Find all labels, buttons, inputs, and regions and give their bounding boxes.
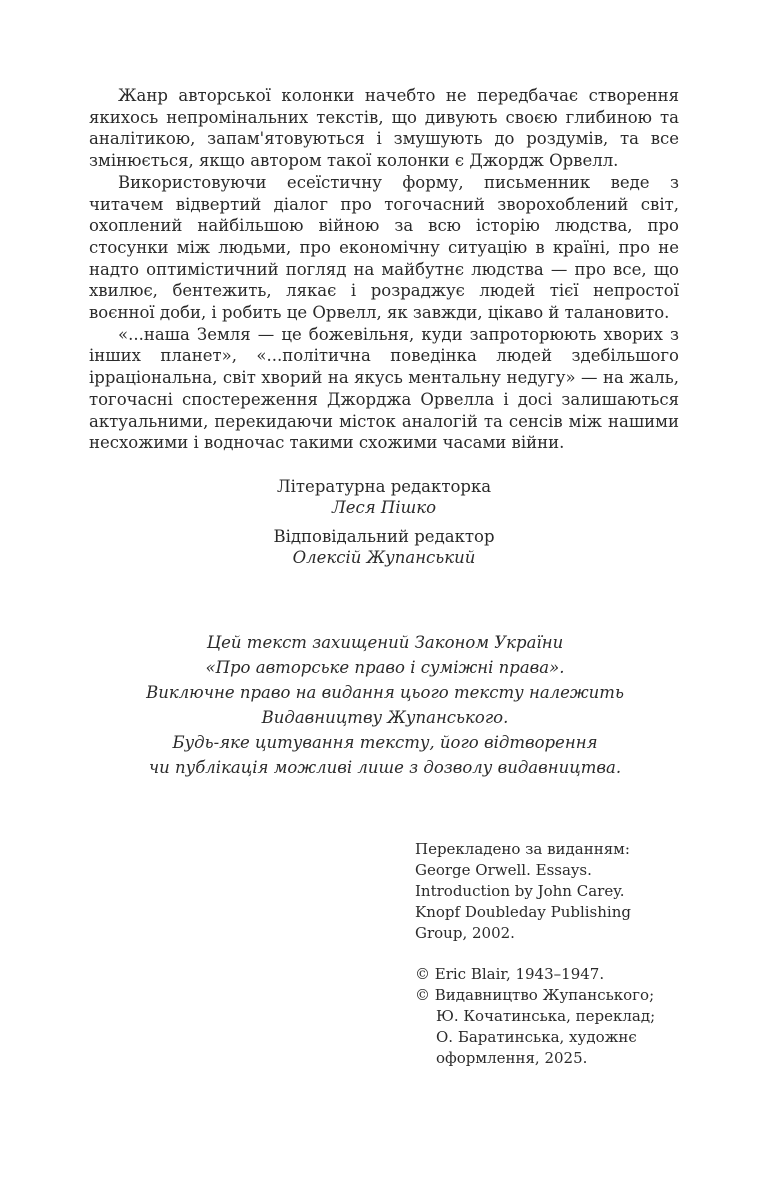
copyright-line: оформлення, 2025. (436, 1048, 588, 1067)
copyright-notice-line: «Про авторське право і суміжні права». (205, 658, 565, 677)
copyright-notice (60, 630, 710, 780)
original-edition-info (415, 839, 715, 944)
annotation-text (89, 85, 679, 454)
copyright-notice-line: чи публікація можливі лише з дозволу видавництва. (148, 758, 622, 777)
copyright-notice-line: Видавництву Жупанського. (261, 708, 509, 727)
copyright-line: © Видавництво Жупанського; (415, 985, 655, 1004)
copyright-notice-line: Будь-яке цитування тексту, його відтворення (172, 733, 598, 752)
source-line: Перекладено за виданням: (415, 840, 630, 858)
copyright-line: Ю. Кочатинська, переклад; (436, 1006, 656, 1025)
copyright-holders (415, 964, 715, 1069)
copyright-notice-line: Виключне право на видання цього тексту належить (146, 683, 624, 702)
source-line: Knopf Doubleday Publishing (415, 902, 631, 921)
literary-editor-role: Літературна редакторка (276, 477, 492, 496)
source-line: George Orwell. Essays. (415, 860, 592, 879)
annotation-paragraph: «...наша Земля — це божевільня, куди запроторюють хворих з інших планет», «...політична поведінка людей здебільшого ірраціональна, світ хворий на якусь ментальну недугу» — на жаль, тогочасні спостереження Джорджа Орвелла і досі залишаються актуальними, перекидаючи місток аналогій та сенсів між нашими несхожими і водночас такими схожими часами війни. (89, 324, 679, 453)
source-line: Introduction by John Carey. (415, 881, 625, 900)
responsible-editor-name: Олексій Жупанський (292, 548, 476, 567)
literary-editor-credit (89, 476, 679, 518)
annotation-paragraph: Використовуючи есеїстичну форму, письменник веде з читачем відвертий діалог про тогочасний зворохоблений світ, охоплений найбільшою війною за всю історію людства, про стосунки між людьми, про економічну ситуацію в країні, про не надто оптимістичний погляд на майбутнє людства — про все, що хвилює, бентежить, лякає і розраджує людей тієї непростої воєнної доби, і робить це Орвелл, як завжди, цікаво й талановито. (89, 172, 679, 323)
source-line: Group, 2002. (415, 923, 515, 942)
literary-editor-name: Леся Пішко (331, 498, 437, 517)
copyright-notice-line: Цей текст захищений Законом України (206, 633, 564, 652)
copyright-line: © Eric Blair, 1943–1947. (415, 965, 605, 983)
responsible-editor-role: Відповідальний редактор (273, 527, 495, 546)
annotation-paragraph: Жанр авторської колонки начебто не передбачає створення якихось непромінальних текстів, що дивують своєю глибиною та аналітикою, запам'ятовуються і змушують до роздумів, та все змінюється, якщо автором такої колонки є Джордж Орвелл. (89, 86, 679, 171)
copyright-line: О. Баратинська, художнє (436, 1027, 637, 1046)
responsible-editor-credit (89, 526, 679, 568)
